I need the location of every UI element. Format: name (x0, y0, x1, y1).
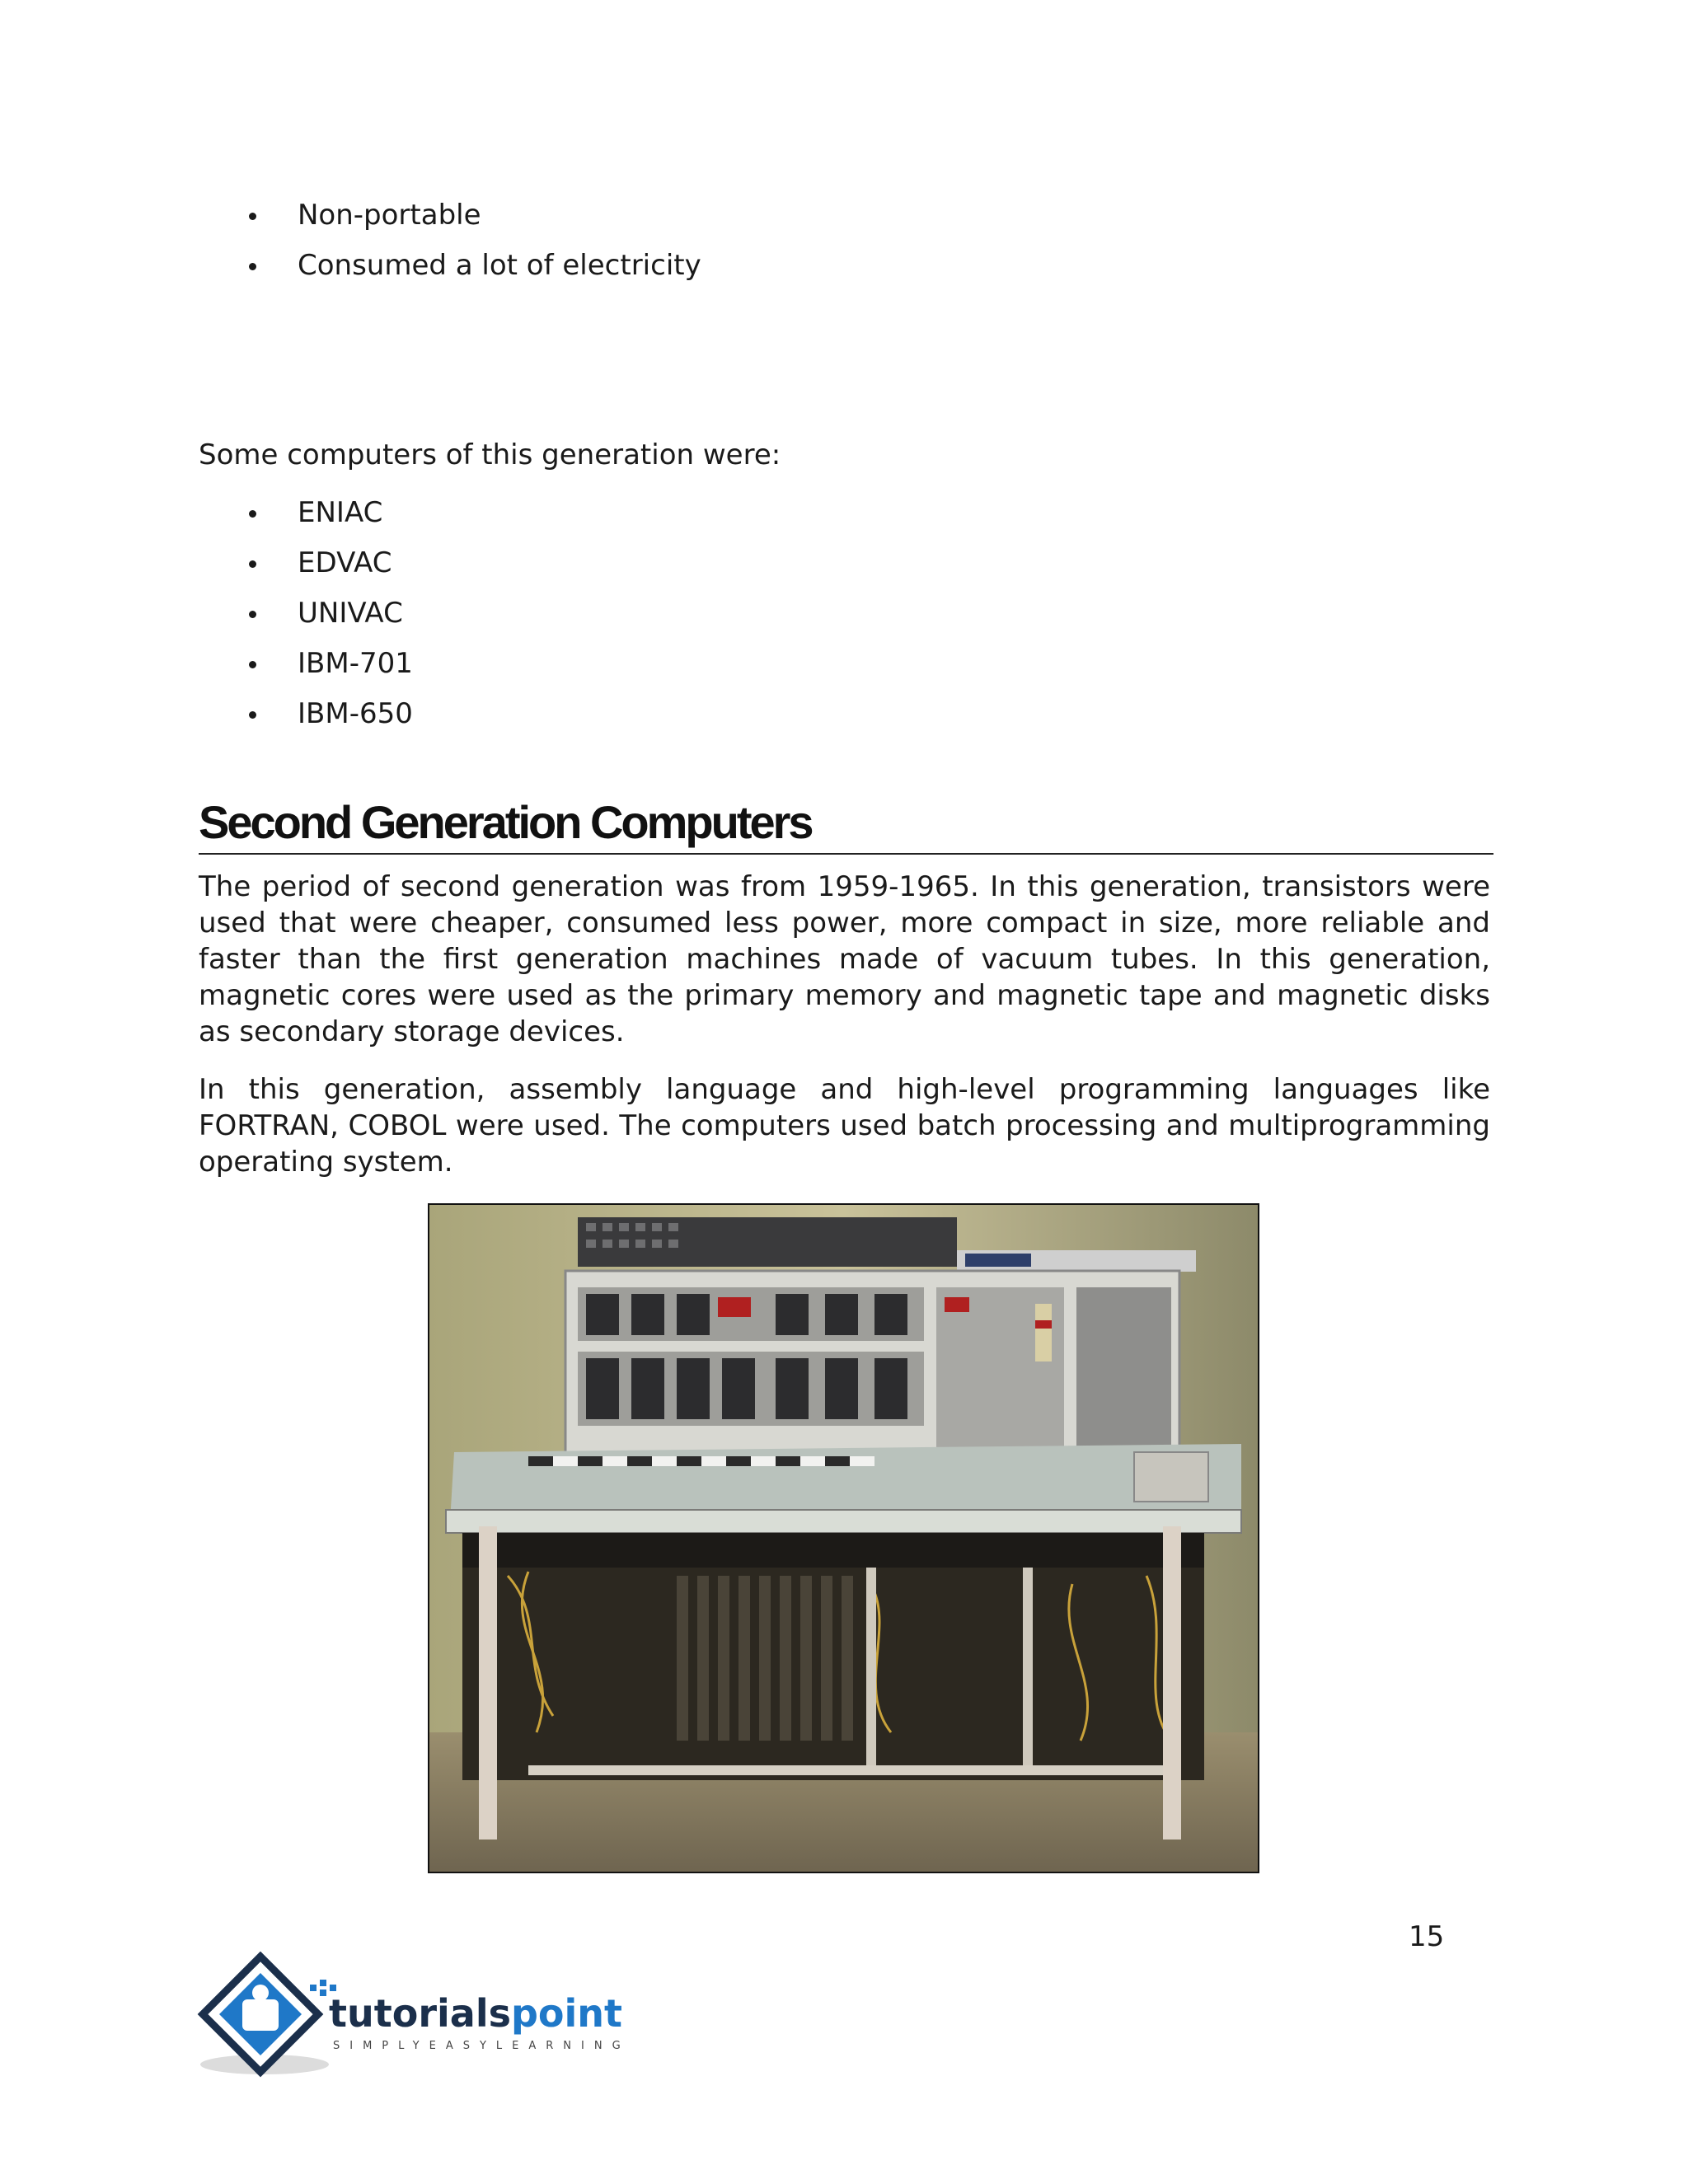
list-item: Consumed a lot of electricity (199, 241, 701, 291)
list-item: UNIVAC (199, 588, 413, 639)
list-item: IBM-650 (199, 689, 413, 739)
list-item: EDVAC (199, 538, 413, 588)
logo-text-accent: point (510, 1991, 623, 2036)
page-number: 15 (1409, 1920, 1445, 1953)
paragraph-1: The period of second generation was from 1959-1965. In this generation, transistors were used that were cheaper, consumed less power, more compact in size, more reliable and faster than the first generation machines made of vacuum tubes. In this generation, magnetic cores were used as the primary memory and magnetic tape and magnetic disks as secondary storage devices. (199, 870, 1490, 1048)
paragraph-2: In this generation, assembly language and high-level programming languages like FORTRAN, COBOL were used. The computers used batch processing and multiprogramming operating system. (199, 1073, 1490, 1179)
computer-photo (428, 1203, 1259, 1873)
list-item: IBM-701 (199, 639, 413, 689)
svg-text:tutorialspoint (329, 1991, 622, 2036)
logo-text-dark: tutorials (329, 1991, 511, 2036)
section-heading: Second Generation Computers (199, 795, 1493, 855)
tutorialspoint-logo (195, 1952, 656, 2083)
computers-list (199, 488, 413, 739)
list-item: Non-portable (199, 190, 701, 241)
logo-tagline: SIMPLYEASYLEARNING (333, 2040, 631, 2052)
intro-text: Some computers of this generation were: (199, 438, 781, 471)
limitations-list (199, 190, 701, 291)
list-item: ENIAC (199, 488, 413, 538)
